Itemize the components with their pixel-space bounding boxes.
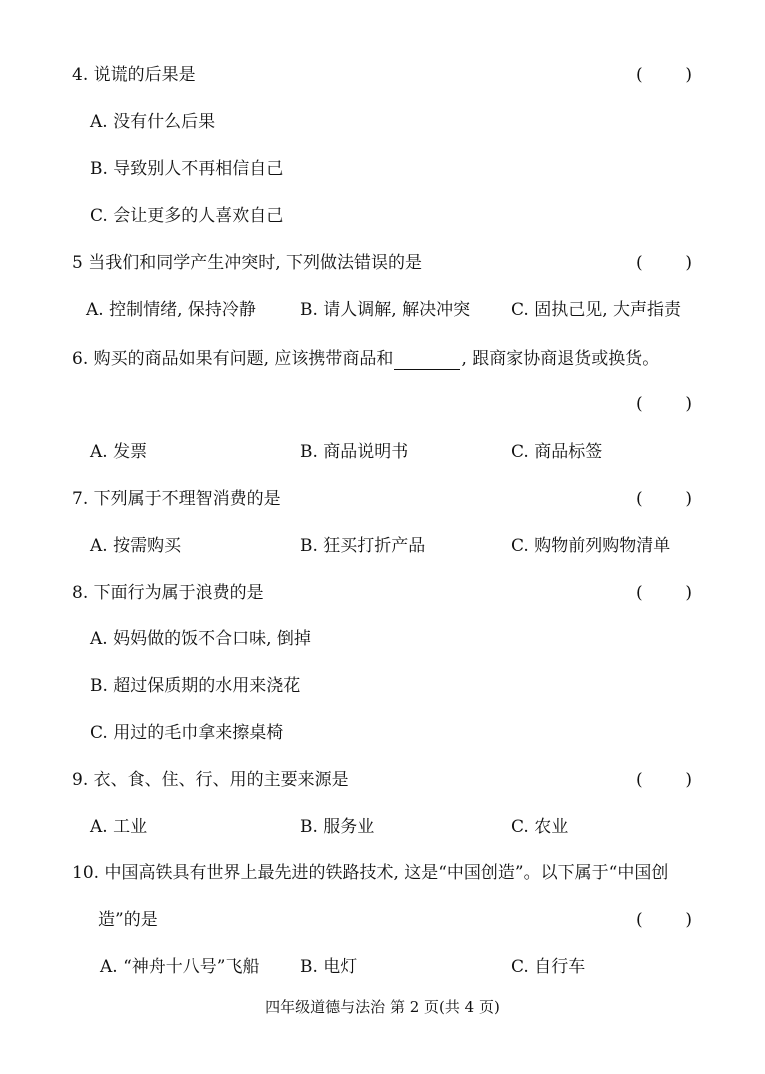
q4-answer-parentheses[interactable] xyxy=(636,64,692,86)
paren-open: ( xyxy=(636,394,643,414)
q4-option-a: A. 没有什么后果 xyxy=(90,112,216,132)
q6-option-b: B. 商品说明书 xyxy=(300,442,409,462)
q8-option-a: A. 妈妈做的饭不合口味, 倒掉 xyxy=(90,629,311,649)
q8-answer-parentheses[interactable] xyxy=(636,582,692,604)
q6-fill-blank[interactable] xyxy=(394,351,460,370)
paren-close: ) xyxy=(685,583,692,603)
q10-option-a: A. “神舟十八号”飞船 xyxy=(100,957,260,977)
q7-option-a: A. 按需购买 xyxy=(90,536,182,556)
paren-close: ) xyxy=(685,65,692,85)
q4-option-b: B. 导致别人不再相信自己 xyxy=(90,159,284,179)
paren-open: ( xyxy=(636,770,643,790)
q7-stem: 7. 下列属于不理智消费的是 xyxy=(72,489,281,509)
paren-close: ) xyxy=(685,910,692,930)
q5-option-a: A. 控制情绪, 保持冷静 xyxy=(86,300,256,320)
paren-close: ) xyxy=(685,489,692,509)
page-footer: 四年级道德与法治 第 2 页(共 4 页) xyxy=(265,998,500,1016)
q6-option-c: C. 商品标签 xyxy=(511,442,603,462)
q9-option-c: C. 农业 xyxy=(511,817,569,837)
q10-option-c: C. 自行车 xyxy=(511,957,586,977)
q5-answer-parentheses[interactable] xyxy=(636,252,692,274)
q6-stem-before: 6. 购买的商品如果有问题, 应该携带商品和 xyxy=(72,349,394,369)
q9-option-a: A. 工业 xyxy=(90,817,148,837)
q8-stem: 8. 下面行为属于浪费的是 xyxy=(72,583,264,603)
paren-open: ( xyxy=(636,910,643,930)
q6-stem-after: , 跟商家协商退货或换货。 xyxy=(461,349,660,369)
q5-stem: 5 当我们和同学产生冲突时, 下列做法错误的是 xyxy=(72,253,423,273)
paren-close: ) xyxy=(685,394,692,414)
paren-open: ( xyxy=(636,65,643,85)
q4-option-c: C. 会让更多的人喜欢自己 xyxy=(90,206,284,226)
q10-stem-line1: 10. 中国高铁具有世界上最先进的铁路技术, 这是“中国创造”。以下属于“中国创 xyxy=(72,863,669,883)
q10-answer-parentheses[interactable] xyxy=(636,909,692,931)
q6-option-a: A. 发票 xyxy=(90,442,148,462)
q8-option-c: C. 用过的毛巾拿来擦桌椅 xyxy=(90,723,284,743)
paren-open: ( xyxy=(636,489,643,509)
q7-option-c: C. 购物前列购物清单 xyxy=(511,536,671,556)
q7-option-b: B. 狂买打折产品 xyxy=(300,536,426,556)
q7-answer-parentheses[interactable] xyxy=(636,488,692,510)
q10-option-b: B. 电灯 xyxy=(300,957,358,977)
paren-open: ( xyxy=(636,583,643,603)
q5-option-c: C. 固执己见, 大声指责 xyxy=(511,300,682,320)
q9-stem: 9. 衣、食、住、行、用的主要来源是 xyxy=(72,770,349,790)
q9-option-b: B. 服务业 xyxy=(300,817,375,837)
q4-stem: 4. 说谎的后果是 xyxy=(72,65,196,85)
paren-close: ) xyxy=(685,253,692,273)
q5-option-b: B. 请人调解, 解决冲突 xyxy=(300,300,471,320)
q9-answer-parentheses[interactable] xyxy=(636,769,692,791)
q10-stem-line2: 造”的是 xyxy=(98,910,158,930)
paren-open: ( xyxy=(636,253,643,273)
paren-close: ) xyxy=(685,770,692,790)
q6-answer-parentheses[interactable] xyxy=(636,393,692,415)
q6-stem xyxy=(72,348,659,370)
q8-option-b: B. 超过保质期的水用来浇花 xyxy=(90,676,301,696)
